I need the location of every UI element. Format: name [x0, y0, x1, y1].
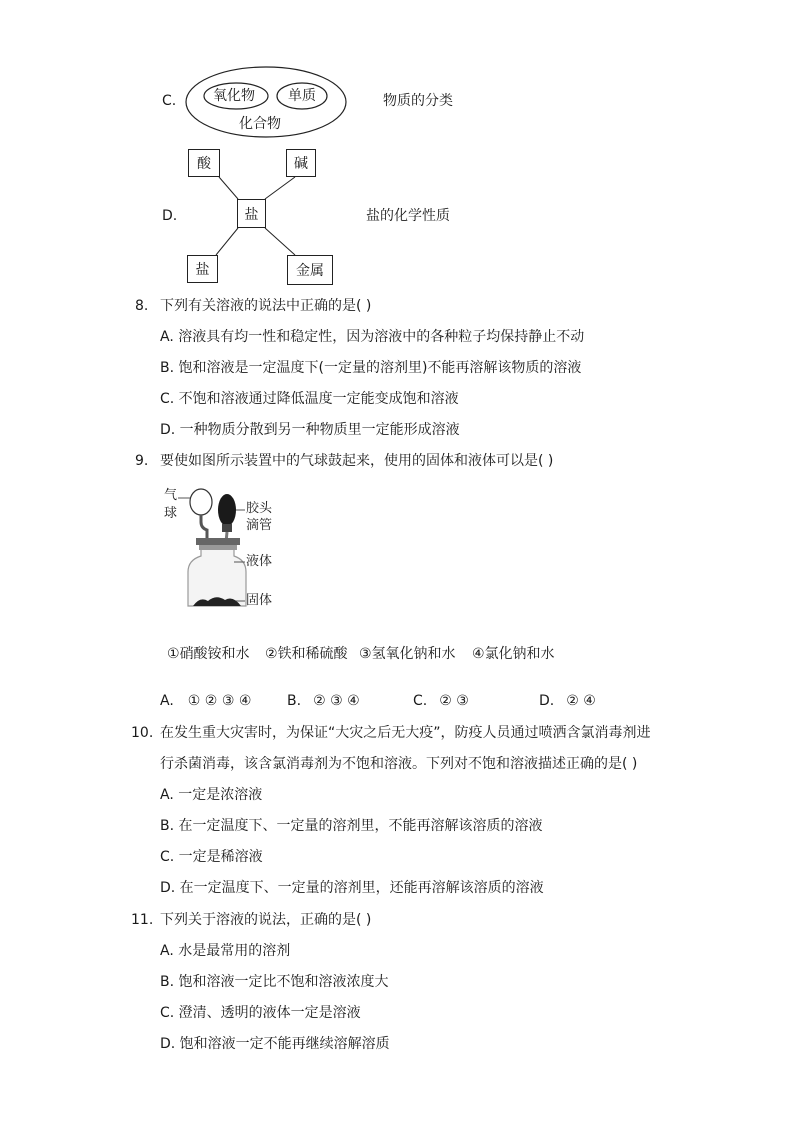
q9-choice-d — [539, 694, 596, 708]
q9-choice-d-num-1: ② — [566, 693, 579, 709]
q9-choice-b-letter: B. — [287, 693, 302, 709]
q8-stem: 下列有关溶液的说法中正确的是( ) — [160, 298, 372, 314]
option-c-letter: C. — [162, 93, 177, 109]
q9-choice-b-num-2: ③ — [330, 693, 343, 709]
q10-number: 10. — [131, 725, 154, 741]
q9-item-2-text: 铁和稀硫酸 — [277, 646, 348, 662]
q9-item-1-num: ① — [167, 646, 180, 662]
q11-option-b: B. 饱和溶液一定比不饱和溶液浓度大 — [160, 974, 389, 990]
q11-option-d: D. 饱和溶液一定不能再继续溶解溶质 — [160, 1036, 390, 1052]
solid-label: 固体 — [246, 593, 273, 608]
solid-pile — [193, 597, 241, 606]
q9-item-3 — [359, 647, 456, 661]
q11-number: 11. — [131, 912, 154, 928]
q9-item-1-text: 硝酸铵和水 — [179, 646, 250, 662]
stopper-base — [199, 545, 237, 550]
q9-item-1 — [167, 647, 250, 661]
balloon-label-2: 球 — [164, 506, 178, 521]
q9-item-4-text: 氯化钠和水 — [484, 646, 555, 662]
q9-choice-b — [287, 694, 360, 708]
q9-choice-a-num-2: ② — [204, 693, 218, 709]
bottle — [188, 550, 246, 606]
stopper — [196, 538, 240, 545]
q9-choice-c-letter: C. — [413, 693, 428, 709]
q9-choice-a-num-4: ④ — [238, 693, 252, 709]
element-label: 单质 — [288, 88, 316, 104]
balloon-label-1: 气 — [164, 488, 178, 503]
q9-item-3-text: 氢氧化钠和水 — [371, 646, 456, 662]
acid-box: 酸 — [188, 149, 220, 177]
q9-item-2-num: ② — [265, 646, 278, 662]
balloon — [190, 489, 212, 515]
q8-option-c: C. 不饱和溶液通过降低温度一定能变成饱和溶液 — [160, 391, 459, 407]
dropper-bulb — [218, 494, 236, 526]
q9-stem: 要使如图所示装置中的气球鼓起来，使用的固体和液体可以是( ) — [160, 453, 554, 469]
metal-box: 金属 — [287, 255, 333, 285]
q8-option-d: D. 一种物质分散到另一种物质里一定能形成溶液 — [160, 422, 460, 438]
line-acid — [219, 177, 238, 199]
q9-choice-c-num-2: ③ — [456, 693, 469, 709]
q9-choice-b-num-1: ② — [313, 693, 326, 709]
q11-option-a: A. 水是最常用的溶剂 — [160, 943, 291, 959]
q9-item-2 — [265, 647, 348, 661]
dropper-glass — [222, 532, 227, 585]
oxide-label: 氧化物 — [213, 88, 255, 104]
q11-stem: 下列关于溶液的说法，正确的是( ) — [160, 912, 372, 928]
q10-option-d: D. 在一定温度下、一定量的溶剂里，还能再溶解该溶质的溶液 — [160, 880, 544, 896]
q10-stem-line2: 行杀菌消毒，该含氯消毒剂为不饱和溶液。下列对不饱和溶液描述正确的是( ) — [160, 756, 638, 772]
q8-option-a: A. 溶液具有均一性和稳定性，因为溶液中的各种粒子均保持静止不动 — [160, 329, 585, 345]
salt-center-box: 盐 — [237, 199, 266, 228]
q10-option-c: C. 一定是稀溶液 — [160, 849, 263, 865]
base-box: 碱 — [286, 149, 316, 177]
q9-choice-a-letter: A. — [160, 693, 174, 709]
dropper-neck — [222, 524, 232, 532]
q8-option-b: B. 饱和溶液是一定温度下(一定量的溶剂里)不能再溶解该物质的溶液 — [160, 360, 582, 376]
q9-item-4 — [472, 647, 555, 661]
line-base — [265, 177, 295, 199]
line-salt — [216, 228, 238, 255]
q8-number: 8. — [135, 298, 149, 314]
q9-choice-a — [160, 694, 251, 708]
q10-option-a: A. 一定是浓溶液 — [160, 787, 263, 803]
q9-choice-c-num-1: ② — [439, 693, 452, 709]
q9-choice-d-num-2: ④ — [583, 693, 596, 709]
q9-item-3-num: ③ — [359, 646, 372, 662]
q9-choice-b-num-3: ④ — [347, 693, 360, 709]
salt-box: 盐 — [187, 255, 218, 283]
q9-choice-c — [413, 694, 469, 708]
q9-choice-a-num-3: ③ — [221, 693, 235, 709]
q9-choice-d-letter: D. — [539, 693, 555, 709]
q9-number: 9. — [135, 453, 149, 469]
option-d-caption: 盐的化学性质 — [366, 208, 450, 224]
q9-item-4-num: ④ — [472, 646, 485, 662]
dropper-label-2: 滴管 — [246, 518, 273, 533]
dropper-label-1: 胶头 — [246, 501, 273, 516]
q10-option-b: B. 在一定温度下、一定量的溶剂里，不能再溶解该溶质的溶液 — [160, 818, 543, 834]
option-d-letter: D. — [162, 208, 178, 224]
q11-option-c: C. 澄清、透明的液体一定是溶液 — [160, 1005, 361, 1021]
q9-choice-a-num-1: ① — [187, 693, 201, 709]
q10-stem-line1: 在发生重大灾害时，为保证“大灾之后无大疫”，防疫人员通过喷洒含氯消毒剂进 — [160, 725, 651, 741]
balloon-tube — [201, 515, 207, 540]
option-c-caption: 物质的分类 — [383, 93, 453, 109]
line-metal — [265, 228, 295, 255]
liquid-label: 液体 — [246, 554, 273, 569]
compound-label: 化合物 — [239, 116, 281, 132]
